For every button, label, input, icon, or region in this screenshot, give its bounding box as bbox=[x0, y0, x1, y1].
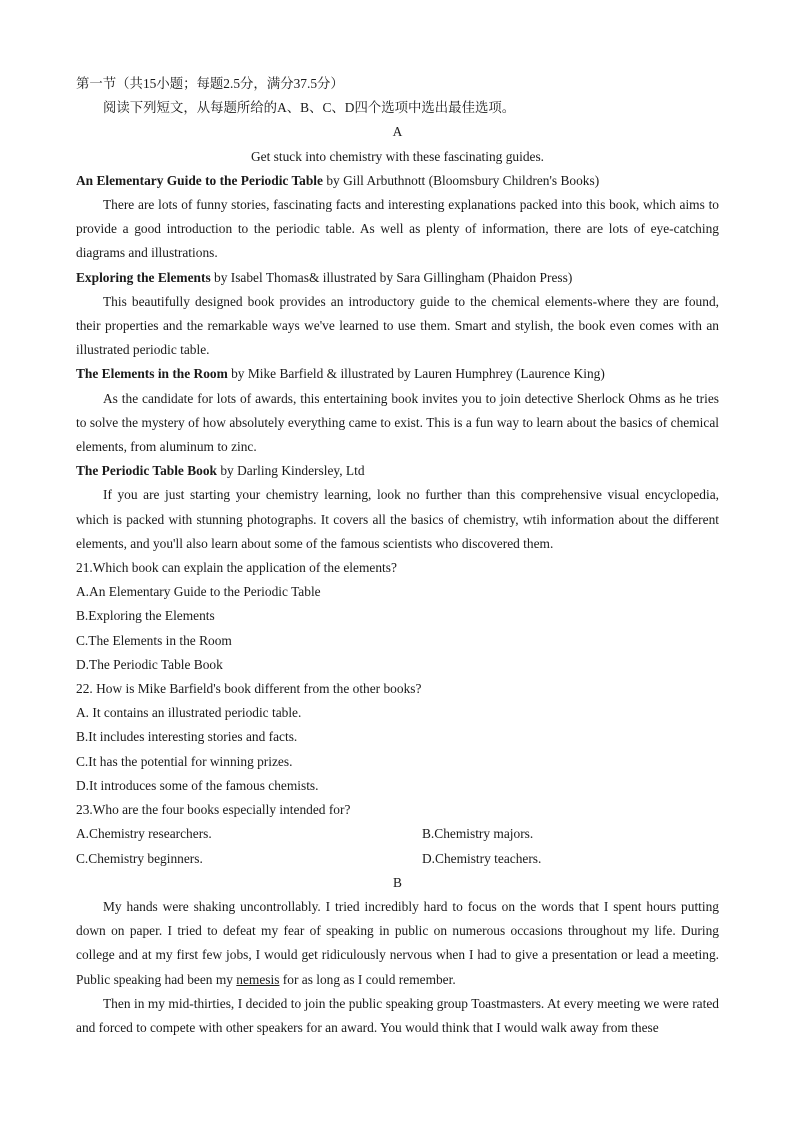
option-c[interactable]: C.Chemistry beginners. bbox=[76, 850, 203, 866]
passage-b-label: B bbox=[393, 874, 402, 890]
instruction: 阅读下列短文，从每题所给的A、B、C、D四个选项中选出最佳选项。 bbox=[103, 100, 516, 116]
book-description: There are lots of funny stories, fascinating facts and interesting explanations packed into this book, which aims to provide a good introduction to the periodic table. As well as plenty of information, there are lots of eye-catching diagrams and illustrations. bbox=[76, 197, 719, 261]
passage-a-label: A bbox=[392, 124, 403, 140]
section-header: 第一节（共15小题；每题2.5分，满分37.5分） bbox=[76, 76, 344, 91]
book-entry bbox=[76, 266, 719, 363]
option-d[interactable]: D.Chemistry teachers. bbox=[422, 850, 542, 866]
book-description: This beautifully designed book provides an introductory guide to the chemical elements-where they are found, their properties and the remarkable ways we've learned to use them. Smart and stylish, the book even comes with an illustrated periodic table. bbox=[76, 293, 719, 358]
book-entry bbox=[76, 459, 719, 556]
option-b[interactable]: B.Exploring the Elements bbox=[76, 608, 215, 624]
option-a[interactable]: A.Chemistry researchers. bbox=[76, 826, 212, 842]
question-22 bbox=[76, 677, 719, 798]
book-entry bbox=[76, 169, 719, 266]
book-description: As the candidate for lots of awards, this entertaining book invites you to join detective Sherlock Ohms as he tries to solve the mystery of how absolutely everything came to exist. This is a fun way to learn about the basics of chemical elements, from aluminum to zinc. bbox=[76, 390, 719, 455]
option-c[interactable]: C.It has the potential for winning prizes. bbox=[76, 753, 293, 769]
exam-page bbox=[76, 72, 719, 1040]
option-d[interactable]: D.It introduces some of the famous chemists. bbox=[76, 777, 319, 793]
book-title: Exploring the Elements bbox=[76, 269, 211, 285]
option-b[interactable]: B.It includes interesting stories and facts. bbox=[76, 729, 298, 745]
passage-a-subtitle: Get stuck into chemistry with these fascinating guides. bbox=[250, 148, 545, 164]
option-row bbox=[76, 847, 719, 871]
question-stem: 23.Who are the four books especially intended for? bbox=[76, 802, 351, 818]
option-a[interactable]: A. It contains an illustrated periodic table. bbox=[76, 705, 302, 721]
passage-b-paragraph-1 bbox=[76, 895, 719, 992]
book-heading bbox=[76, 459, 719, 483]
book-heading bbox=[76, 362, 719, 386]
book-title: The Periodic Table Book bbox=[76, 463, 217, 479]
book-title: The Elements in the Room bbox=[76, 366, 228, 382]
option-b[interactable]: B.Chemistry majors. bbox=[422, 826, 534, 842]
question-21 bbox=[76, 556, 719, 677]
paragraph-text: for as long as I could remember. bbox=[279, 971, 456, 987]
book-heading bbox=[76, 169, 719, 193]
option-row bbox=[76, 822, 719, 846]
book-byline: by Darling Kindersley, Ltd bbox=[217, 463, 365, 479]
question-stem: 22. How is Mike Barfield's book different from the other books? bbox=[76, 681, 422, 697]
book-byline: by Mike Barfield & illustrated by Lauren Humphrey (Laurence King) bbox=[227, 366, 605, 382]
option-d[interactable]: D.The Periodic Table Book bbox=[76, 656, 223, 672]
book-description: If you are just starting your chemistry learning, look no further than this comprehensive visual encyclopedia, which is packed with stunning photographs. It covers all the basics of chemistry, wtih information about the different elements, and you'll also learn about some of the famous scientists who discovered them. bbox=[76, 487, 719, 551]
book-heading bbox=[76, 266, 719, 290]
option-a[interactable]: A.An Elementary Guide to the Periodic Table bbox=[76, 584, 321, 600]
underlined-word: nemesis bbox=[236, 971, 280, 987]
paragraph-text: My hands were shaking uncontrollably. I tried incredibly hard to focus on the words that I spent hours putting down on paper. I tried to defeat my fear of speaking in public on numerous occasions throughout my life. During college and at my first few jobs, I would get ridiculously nervous when I had to give a presentation or lead a meeting. Public speaking had been my bbox=[76, 898, 719, 987]
book-title: An Elementary Guide to the Periodic Table bbox=[76, 172, 323, 188]
book-byline: by Gill Arbuthnott (Bloomsbury Children's Books) bbox=[322, 172, 600, 188]
passage-b-paragraph-2: Then in my mid-thirties, I decided to join the public speaking group Toastmasters. At every meeting we were rated and forced to compete with other speakers for an award. You would think that I would walk away from these bbox=[76, 995, 719, 1035]
question-23 bbox=[76, 798, 719, 871]
book-entry bbox=[76, 362, 719, 459]
book-byline: by Isabel Thomas& illustrated by Sara Gillingham (Phaidon Press) bbox=[210, 269, 573, 285]
question-stem: 21.Which book can explain the application of the elements? bbox=[76, 560, 397, 576]
option-c[interactable]: C.The Elements in the Room bbox=[76, 632, 232, 648]
